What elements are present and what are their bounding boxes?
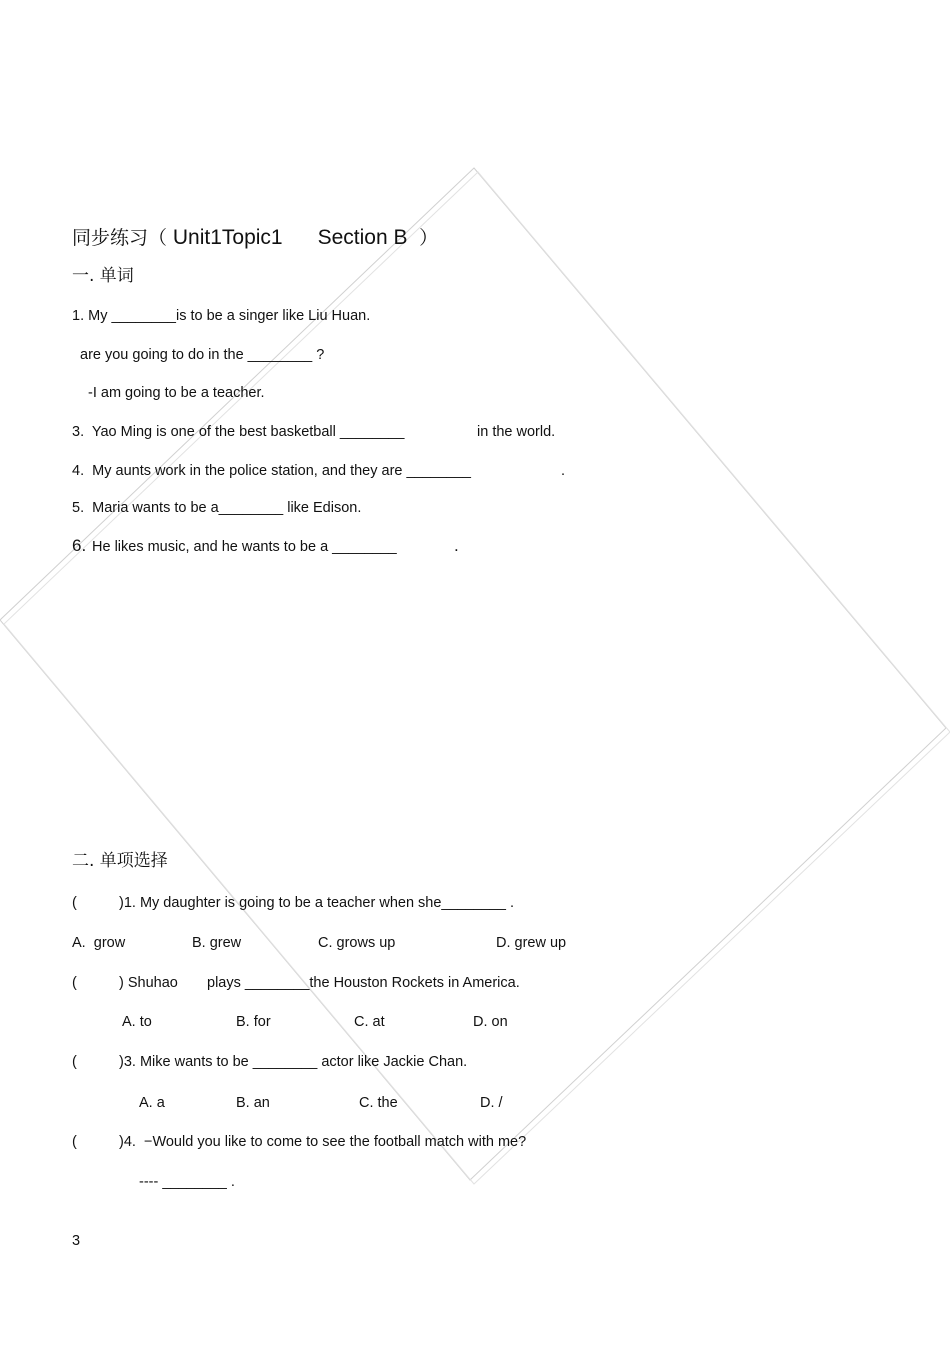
q2-option-c: C. at [354,1014,385,1030]
vocab-item-5: 5. Maria wants to be a________ like Edison. [72,500,362,516]
q3-option-c: C. the [359,1095,398,1111]
q2-option-d: D. on [473,1014,508,1030]
q2-option-b: B. for [236,1014,271,1030]
vocab-item-3-tail: in the world. [477,424,556,440]
vocab-item-4: 4. My aunts work in the police station, and they are ________ [72,463,471,479]
vocab-item-1: 1. My ________is to be a singer like Liu Huan. [72,308,371,324]
q3-option-d: D. / [480,1095,503,1111]
q3-text: )3. Mike wants to be ________ actor like Jackie Chan. [119,1054,468,1070]
title-unit: Unit1Topic1 [172,226,283,249]
part2-heading: 二. 单项选择 [72,851,168,871]
title-prefix: 同步练习（ [72,227,168,249]
title-section: Section B [317,226,408,249]
q2-text: ) Shuhao [119,975,178,991]
title-suffix: ） [419,227,439,249]
vocab-item-2-answer: -I am going to be a teacher. [88,385,265,401]
vocab-item-6: He likes music, and he wants to be a ________ [92,539,397,555]
q1-option-a: A. grow [72,935,126,951]
vocab-item-2: are you going to do in the ________ ? [80,347,325,363]
page-number: 3 [72,1233,81,1249]
q1-option-c: C. grows up [318,935,396,951]
part1-heading: 一. 单词 [72,266,134,286]
q1-text: )1. My daughter is going to be a teacher when she________ . [119,895,514,911]
vocab-item-4-tail: . [561,463,566,479]
q1-option-b: B. grew [192,935,242,951]
q3-paren: ( [72,1054,77,1070]
vocab-item-3: 3. Yao Ming is one of the best basketball ________ [72,424,405,440]
q1-paren: ( [72,895,77,911]
worksheet-title [72,224,438,252]
vocab-item-6-tail: . [454,536,459,555]
q1-option-d: D. grew up [496,935,567,951]
q4-text: )4. −Would you like to come to see the football match with me? [119,1134,527,1150]
q2-text-2: plays ________the Houston Rockets in America. [207,975,520,991]
q2-paren: ( [72,975,77,991]
q4-answer-blank: ---- ________ . [139,1174,235,1190]
vocab-item-6-number: 6. [72,536,87,555]
q3-option-a: A. a [139,1095,165,1111]
q4-paren: ( [72,1134,77,1150]
q2-option-a: A. to [122,1014,152,1030]
q3-option-b: B. an [236,1095,270,1111]
